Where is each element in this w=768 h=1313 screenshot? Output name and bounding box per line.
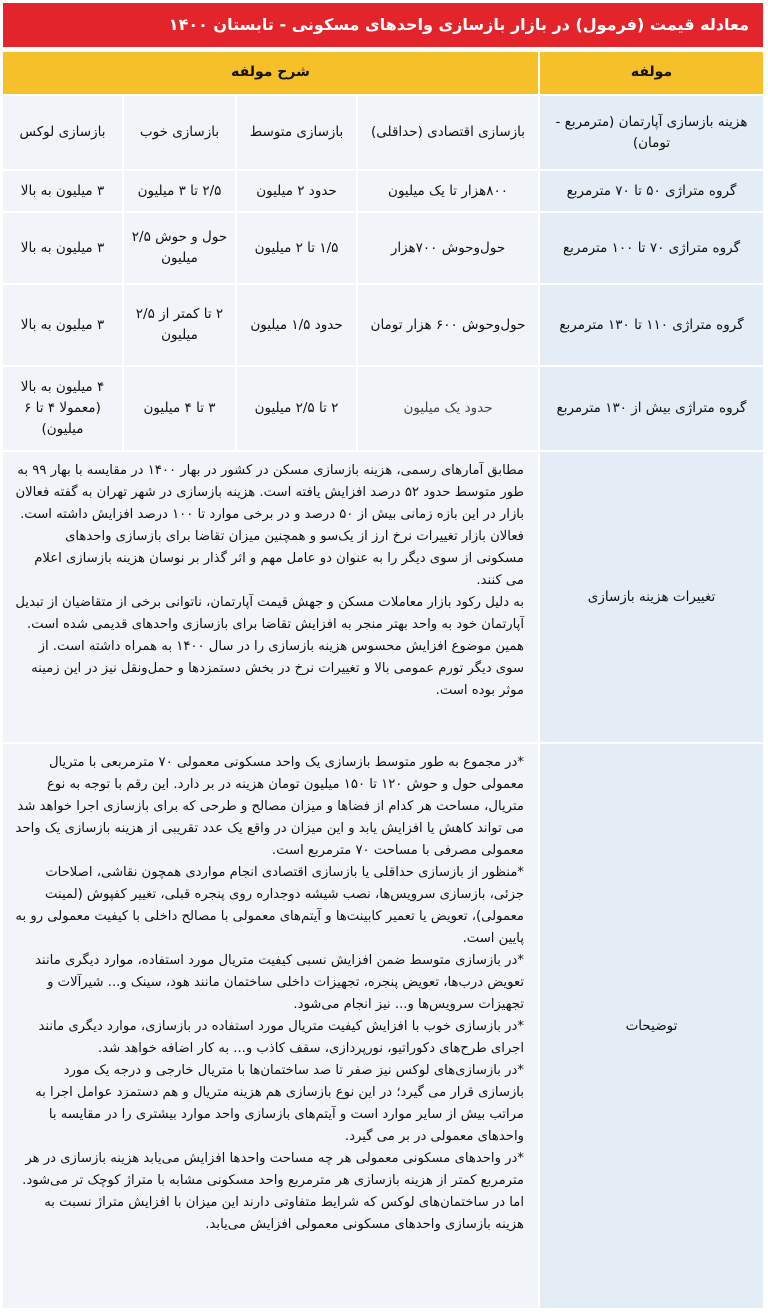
changes-label: تغییرات هزینه بازسازی (540, 452, 763, 742)
notes-paragraph: *در بازسازی‌های لوکس نیز صفر تا صد ساختمان‌ها با متریال خارجی و درجه یک مورد بازسازی قرار می گیرد؛ در این نوع بازسازی هم هزینه متریال و هم دستمزد عوامل اجرا به مراتب بیش از سایر موارد است و آیتم‌های بازسازی واحد موارد بیشتری را در مقایسه با واحدهای معمولی در بر می گیرد. (35, 1063, 524, 1144)
row-medium: حدود ۱/۵ میلیون (237, 285, 356, 365)
notes-label: توضیحات (540, 744, 763, 1308)
row-good: حول و حوش ۲/۵ میلیون (124, 213, 235, 283)
notes-paragraph: *منظور از بازسازی حداقلی یا بازسازی اقتصادی انجام مواردی همچون نقاشی، اصلاحات جزئی، بازسازی سرویس‌ها، نصب شیشه دوجداره روی پنجره قبلی، تغییر کفپوش (لمینت معمولی)، تعویض یا تعمیر کابینت‌ها و آیتم‌های معمولی با مصالح داخلی با کیفیت معمولی رو به پایین است. (15, 865, 524, 946)
row-medium: حدود ۲ میلیون (237, 171, 356, 211)
notes-paragraph: *در بازسازی متوسط ضمن افزایش نسبی کیفیت متریال مورد استفاده، موارد دیگری مانند تعویض درب‌ها، تعویض پنجره، تجهیزات داخلی ساختمان مانند هود، سینک و... شیرآلات و تجهیزات سرویس‌ها و... نیز انجام می‌شود. (35, 953, 524, 1012)
changes-body (15, 460, 524, 702)
column-cost-label: هزینه بازسازی آپارتمان (مترمربع - تومان) (540, 96, 763, 169)
table-title: معادله قیمت (فرمول) در بازار بازسازی واحدهای مسکونی - تابستان ۱۴۰۰ (3, 3, 763, 47)
row-good: ۲/۵ تا ۳ میلیون (124, 171, 235, 211)
row-economic: ۸۰۰هزار تا یک میلیون (358, 171, 538, 211)
row-luxury: ۳ میلیون به بالا (3, 213, 122, 283)
column-good: بازسازی خوب (124, 96, 235, 169)
row-luxury: ۳ میلیون به بالا (3, 171, 122, 211)
row-group: گروه متراژی بیش از ۱۳۰ مترمربع (540, 367, 763, 450)
header-description: شرح مولفه (3, 52, 538, 94)
column-luxury: بازسازی لوکس (3, 96, 122, 169)
row-group: گروه متراژی ۷۰ تا ۱۰۰ مترمربع (540, 213, 763, 283)
row-luxury: ۴ میلیون به بالا (معمولا ۴ تا ۶ میلیون) (3, 367, 122, 450)
row-economic: حول‌وحوش ۷۰۰هزار (358, 213, 538, 283)
row-group: گروه متراژی ۵۰ تا ۷۰ مترمربع (540, 171, 763, 211)
row-good: ۲ تا کمتر از ۲/۵ میلیون (124, 285, 235, 365)
row-economic: حدود یک میلیون (358, 367, 538, 450)
header-component: مولفه (540, 52, 763, 94)
notes-paragraph: *در مجموع به طور متوسط بازسازی یک واحد مسکونی معمولی ۷۰ مترمربعی با متریال معمولی حول و حوش ۱۲۰ تا ۱۵۰ میلیون تومان هزینه در بر دارد. این رقم با توجه به نوع متریال، مساحت هر کدام از فضاها و میزان مصالح و طرحی که برای بازسازی اجرا خواهد شد می تواند کاهش یا افزایش یابد و این میزان در واقع یک عدد تقریبی از هزینه بازسازی یک واحد معمولی مصرفی با مساحت ۷۰ مترمربع است. (15, 755, 524, 858)
row-medium: ۲ تا ۲/۵ میلیون (237, 367, 356, 450)
changes-paragraph: مطابق آمارهای رسمی، هزینه بازسازی مسکن در کشور در بهار ۱۴۰۰ در مقایسه با بهار ۹۹ به طور متوسط حدود ۵۲ درصد افزایش یافته است. هزینه بازسازی در شهر تهران به گفته فعالان بازار در این بازه زمانی بیش از ۵۰ درصد و در برخی موارد تا ۱۰۰ درصد افزایش داشته است. فعالان بازار تغییرات نرخ ارز از یک‌سو و همچنین میزان تقاضا برای بازسازی واحدهای مسکونی از سوی دیگر را به عنوان دو عامل مهم و اثر گذار بر نوسان هزینه بازسازی اعلام می کنند. (15, 463, 524, 588)
changes-paragraph: به دلیل رکود بازار معاملات مسکن و جهش قیمت آپارتمان، ناتوانی برخی از متقاضیان از تبدیل آپارتمان خود به واحد بهتر منجر به افزایش تقاضا برای بازسازی واحدهای قدیمی شده است. همین موضوع افزایش محسوس هزینه بازسازی را در سال ۱۴۰۰ به همراه داشته است. از سوی دیگر تورم عمومی بالا و تغییرات نرخ در بخش دستمزدها و حمل‌ونقل نیز در این زمینه موثر بوده است. (15, 595, 524, 698)
notes-body (15, 752, 524, 1236)
column-economic: بازسازی اقتصادی (حداقلی) (358, 96, 538, 169)
notes-paragraph: *در واحدهای مسکونی معمولی هر چه مساحت واحدها افزایش می‌یابد هزینه بازسازی در هر مترمربع کمتر از هزینه بازسازی هر مترمربع واحد مسکونی مشابه با متراژ کوچک تر می‌شود. اما در ساختمان‌های لوکس که شرایط متفاوتی دارند این میزان با افزایش متراژ نسبت به هزینه بازسازی واحدهای مسکونی معمولی افزایش می‌یابد. (22, 1151, 524, 1232)
row-luxury: ۳ میلیون به بالا (3, 285, 122, 365)
changes-text (3, 452, 538, 742)
column-medium: بازسازی متوسط (237, 96, 356, 169)
notes-paragraph: *در بازسازی خوب با افزایش کیفیت متریال مورد استفاده در بازسازی، موارد دیگری مانند اجرای طرح‌های دکوراتیو، نورپردازی، سقف کاذب و... به کار اضافه خواهد شد. (38, 1019, 524, 1056)
row-group: گروه متراژی ۱۱۰ تا ۱۳۰ مترمربع (540, 285, 763, 365)
row-good: ۳ تا ۴ میلیون (124, 367, 235, 450)
row-medium: ۱/۵ تا ۲ میلیون (237, 213, 356, 283)
row-economic: حول‌وحوش ۶۰۰ هزار تومان (358, 285, 538, 365)
notes-text (3, 744, 538, 1308)
